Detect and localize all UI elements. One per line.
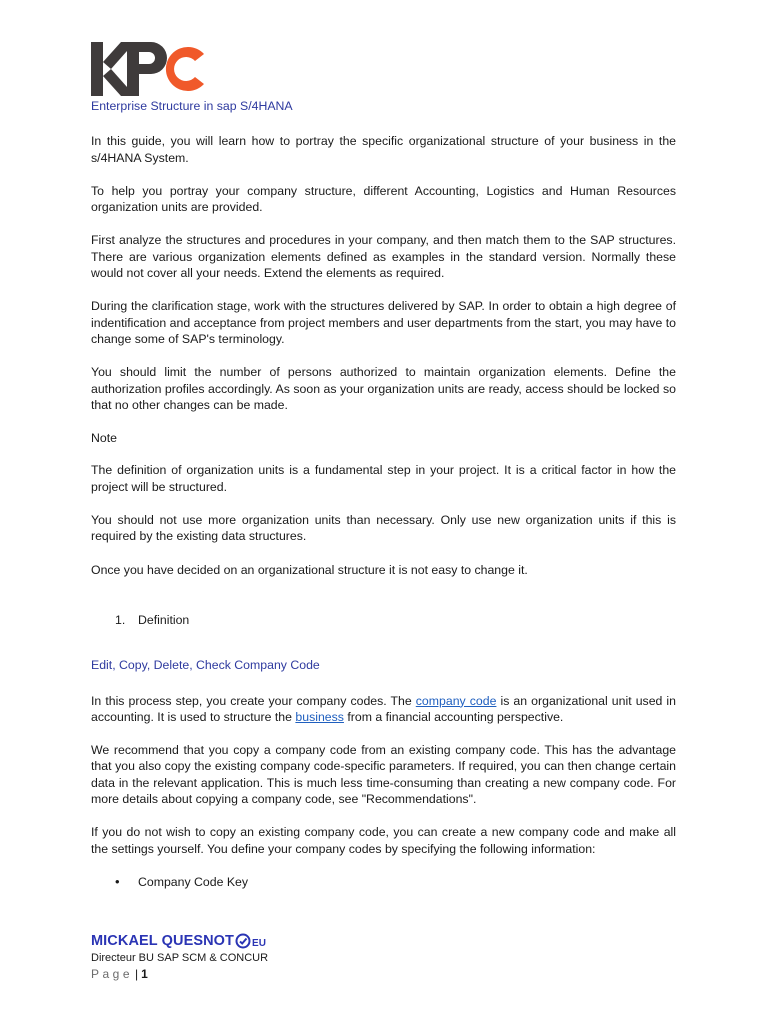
kpc-logo (91, 42, 207, 96)
intro-paragraph-2: To help you portray your company structure, different Accounting, Logistics and Human Resources organization units are provided. (91, 183, 676, 215)
intro-paragraph-5: You should limit the number of persons authorized to maintain organization elements. Define the authorization profiles accordingly. As soon as your organization units are ready, access should be locked so that no other changes can be made. (91, 365, 676, 412)
page-separator: | (135, 967, 139, 981)
document-title: Enterprise Structure in sap S/4HANA (91, 99, 293, 113)
intro-paragraph-4: During the clarification stage, work with the structures delivered by SAP. In order to obtain a high degree of indentification and acceptance from project members and user departments from the start, you may have to change some of SAP's terminology. (91, 299, 676, 346)
numbered-list-item (91, 612, 676, 628)
author-name: MICKAEL QUESNOT (91, 933, 235, 949)
note-paragraph-3: Once you have decided on an organizational structure it is not easy to change it. (91, 562, 528, 577)
bullet-marker: • (115, 873, 120, 889)
bullet-list-item (91, 874, 676, 890)
company-code-link[interactable]: company code (415, 693, 497, 708)
page-label: Page (91, 967, 134, 981)
page-number: 1 (141, 967, 148, 981)
page-number-row (91, 965, 391, 983)
badge-icon (235, 933, 251, 949)
section-heading: Edit, Copy, Delete, Check Company Code (91, 658, 320, 673)
body-paragraph-2: If you do not wish to copy an existing company code, you can create a new company code and make all the settings yourself. You define your company codes by specifying the following information: (91, 825, 676, 856)
process-paragraph (91, 693, 676, 726)
list-item-label: Definition (138, 612, 190, 627)
note-paragraph-2: You should not use more organization units than necessary. Only use new organization units if this is required by the existing data structures. (91, 513, 676, 544)
page-footer (91, 931, 391, 983)
process-text-1: In this process step, you create your company codes. The (91, 693, 416, 708)
author-suffix: EU (252, 937, 266, 949)
footer-name-row (91, 931, 391, 951)
process-text-3: from a financial accounting perspective. (343, 709, 564, 724)
note-heading: Note (91, 431, 117, 446)
note-paragraph-1: The definition of organization units is a fundamental step in your project. It is a critical factor in how the project will be structured. (91, 463, 676, 494)
process-text-2: is an organizational unit used in accounting. It is used to structure the (91, 693, 677, 724)
author-role: Directeur BU SAP SCM & CONCUR (91, 952, 269, 964)
body-paragraph-1: We recommend that you copy a company code from an existing company code. This has the advantage that you also copy the existing company code-specific parameters. If required, you can then change certain data in the relevant application. This is much less time-consuming than creating a new company code. For more details about copying a company code, see "Recommendations". (91, 743, 676, 807)
document-body (91, 98, 676, 890)
intro-paragraph-1: In this guide, you will learn how to portray the specific organizational structure of your business in the s/4HANA System. (91, 134, 676, 165)
list-number: 1. (115, 612, 126, 627)
bullet-item-label: Company Code Key (138, 874, 249, 889)
business-link[interactable]: business (295, 709, 344, 724)
intro-paragraph-3: First analyze the structures and procedures in your company, and then match them to the SAP structures. There are various organization elements defined as examples in the standard version. Normally these would not cover all your needs. Extend the elements as required. (91, 233, 676, 281)
